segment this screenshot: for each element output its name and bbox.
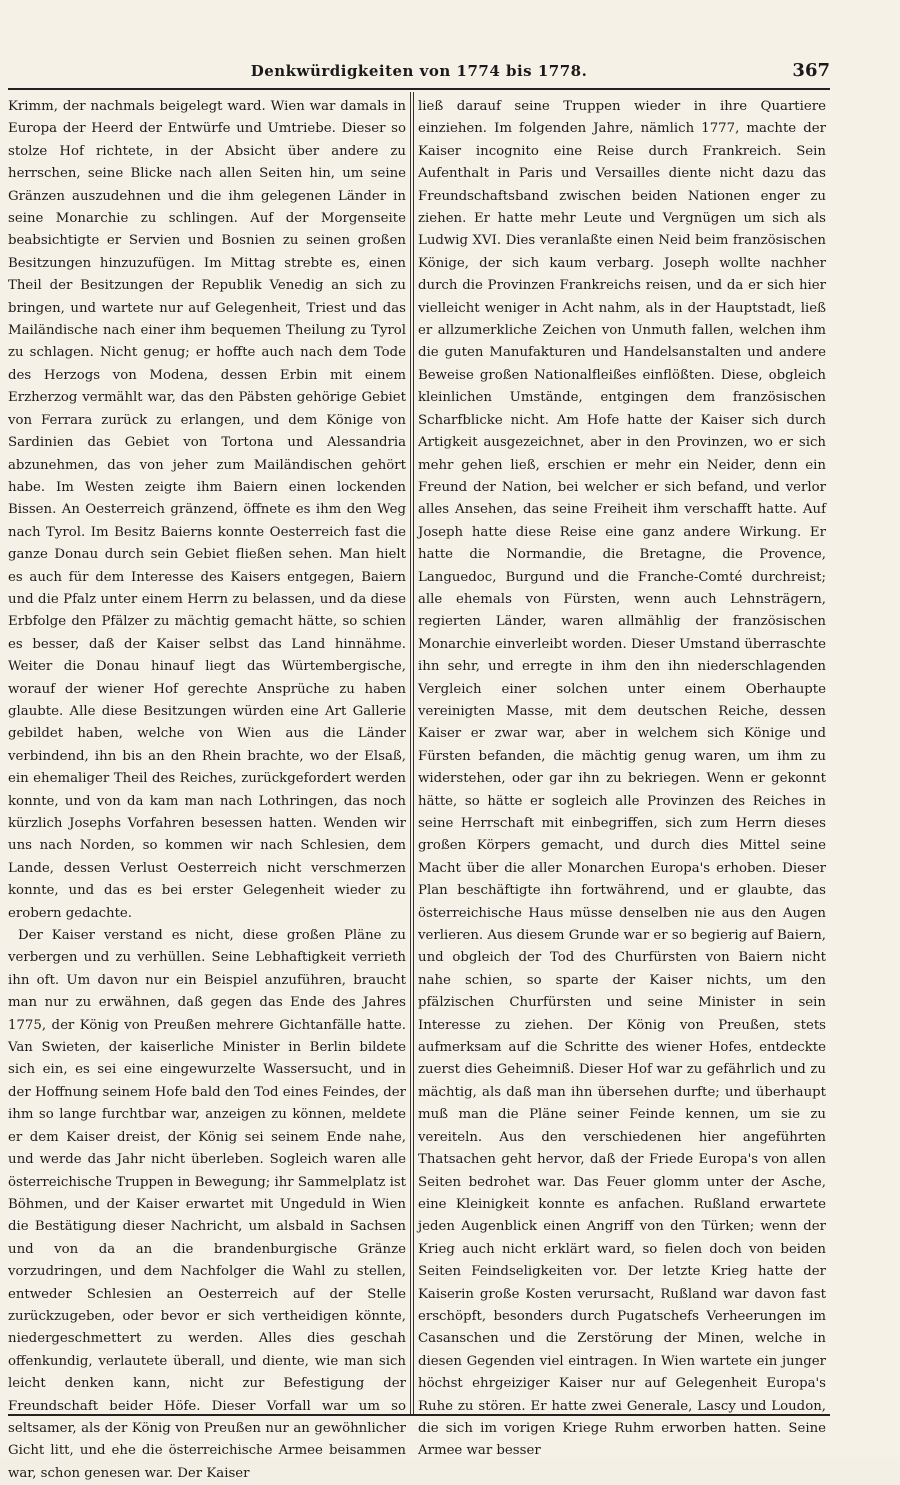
paragraph: Krimm, der nachmals beigelegt ward. Wien war damals in Europa der Heerd der Entwürfe und Umtriebe. Dieser so stolze Hof richtete, in der Absicht über andere zu herrschen, seine Blicke nach allen Seiten hin, um seine Gränzen auszudehnen und die ihm gelegenen Länder in seine Monarchie zu schlingen. Auf der Morgenseite beabsichtigte er Servien und Bosnien zu seinen großen Besitzungen hinzuzufügen. Im Mittag strebte es, einen Theil der Besitzungen der Republik Venedig an sich zu bringen, und wartete nur auf Gelegenheit, Triest und das Mailändische nach einer ihm bequemen Theilung zu Tyrol zu schlagen. Nicht genug; er hoffte auch nach dem Tode des Herzogs von Modena, dessen Erbin mit einem Erzherzog vermählt war, das den Päbsten gehörige Gebiet von Ferrara zurück zu erlangen, und dem Könige von Sardinien das Gebiet von Tortona und Alessandria abzunehmen, das von jeher zum Mailändischen gehört habe. Im Westen zeigte ihm Baiern einen lockenden Bissen. An Oesterreich gränzend, öffnete es ihm den Weg nach Tyrol. Im Besitz Baierns konnte Oesterreich fast die ganze Donau durch sein Gebiet fließen sehen. Man hielt es auch für dem Interesse des Kaisers entgegen, Baiern und die Pfalz unter einem Herrn zu belassen, und da diese Erbfolge den Pfälzer zu mächtig gemacht hätte, so schien es besser, daß der Kaiser selbst das Land hinnähme. Weiter die Donau hinauf liegt das Würtembergische, worauf der wiener Hof gerechte Ansprüche zu haben glaubte. Alle diese Besitzungen würden eine Art Gallerie gebildet haben, welche von Wien aus die Länder verbindend, ihn bis an den Rhein brachte, wo der Elsaß, ein ehemaliger Theil des Reiches, zurückgefordert werden konnte, und von da kam man nach Lothringen, das noch kürzlich Josephs Vorfahren besessen hatten. Wenden wir uns nach Norden, so kommen wir nach Schlesien, dem Lande, dessen Verlust Oesterreich nicht verschmerzen konnte, und das es bei erster Gelegenheit wieder zu erobern gedachte. bbox=[8, 99, 406, 921]
paragraph: Der Kaiser verstand es nicht, diese großen Pläne zu verbergen und zu verhüllen. Seine Lebhaftigkeit verrieth ihn oft. Um davon nur ein Beispiel anzuführen, braucht man nur zu erwähnen, daß gegen das Ende des Jahres 1775, der König von Preußen mehrere Gichtanfälle hatte. Van Swieten, der kaiserliche Minister in Berlin bildete sich ein, es sei eine eingewurzelte Wassersucht, und in der Hoffnung seinem Hofe bald den Tod eines Feindes, der ihm so lange furchtbar war, anzeigen zu können, meldete er dem Kaiser dreist, der König sei seinem Ende nahe, und werde das Jahr nicht überleben. Sogleich waren alle österreichische Truppen in Bewegung; ihr Sammelplatz ist Böhmen, und der Kaiser erwartet mit Ungeduld in Wien die Bestätigung dieser Nachricht, um alsbald in Sachsen und von da an die brandenburgische Gränze vorzudringen, und dem Nachfolger die Wahl zu stellen, entweder Schlesien an Oesterreich auf der Stelle zurückzugeben, oder bevor er sich vertheidigen könnte, niedergeschmettert zu werden. Alles dies geschah offenkundig, verlautete überall, und diente, wie man sich leicht denken kann, nicht zur Befestigung der Freundschaft beider Höfe. Dieser Vorfall war um so seltsamer, als der König von Preußen nur an gewöhnlicher Gicht litt, und ehe die österreichische Armee beisammen war, schon genesen war. Der Kaiser bbox=[8, 928, 406, 1481]
column-divider bbox=[410, 92, 411, 1414]
column-divider bbox=[413, 92, 414, 1414]
running-title: Denkwürdigkeiten von 1774 bis 1778. bbox=[250, 62, 588, 80]
running-header bbox=[8, 58, 830, 86]
left-column bbox=[8, 96, 406, 1481]
header-rule bbox=[8, 88, 830, 90]
right-column bbox=[418, 96, 826, 1459]
paragraph: ließ darauf seine Truppen wieder in ihre Quartiere einziehen. Im folgenden Jahre, nämlich 1777, machte der Kaiser incognito eine Reise durch Frankreich. Sein Aufenthalt in Paris und Versailles diente nicht dazu das Freundschaftsband zwischen beiden Nationen enger zu ziehen. Er hatte mehr Leute und Vergnügen um sich als Ludwig XVI. Dies veranlaßte einen Neid beim französischen Könige, der sich kaum verbarg. Joseph wollte nachher durch die Provinzen Frankreichs reisen, und da er sich hier vielleicht weniger in Acht nahm, als in der Hauptstadt, ließ er allzumerkliche Zeichen von Unmuth fallen, welchen ihm die guten Manufakturen und Handelsanstalten und andere Beweise großen Nationalfleißes einflößten. Diese, obgleich kleinlichen Umstände, entgingen dem französischen Scharfblicke nicht. Am Hofe hatte der Kaiser sich durch Artigkeit ausgezeichnet, aber in den Provinzen, wo er sich mehr gehen ließ, erschien er mehr ein Neider, denn ein Freund der Nation, bei welcher er sich befand, und verlor alles Ansehen, das seine Freiheit ihm verschafft hatte. Auf Joseph hatte diese Reise eine ganz andere Wirkung. Er hatte die Normandie, die Bretagne, die Provence, Languedoc, Burgund und die Franche-Comté durchreist; alle ehemals von Fürsten, wenn auch Lehnsträgern, regierten Länder, waren allmählig der französischen Monarchie einverleibt worden. Dieser Umstand überraschte ihn sehr, und erregte in ihm den ihn niederschlagenden Vergleich einer solchen unter einem Oberhaupte vereinigten Masse, mit dem deutschen Reiche, dessen Kaiser er zwar war, aber in welchem sich Könige und Fürsten befanden, die mächtig genug waren, um ihm zu widerstehen, oder gar ihn zu bekriegen. Wenn er gekonnt hätte, so hätte er sogleich alle Provinzen des Reiches in seine Herrschaft mit einbegriffen, sich zum Herrn dieses großen Körpers gemacht, und durch dies Mittel seine Macht über die aller Monarchen Europa's erhoben. Dieser Plan beschäftigte ihn fortwährend, und er glaubte, das österreichische Haus müsse denselben nie aus den Augen verlieren. Aus diesem Grunde war er so begierig auf Baiern, und obgleich der Tod des Churfürsten von Baiern nicht nahe schien, so sparte der Kaiser nichts, um den pfälzischen Churfürsten und seine Minister in sein Interesse zu ziehen. Der König von Preußen, stets aufmerksam auf die Schritte des wiener Hofes, entdeckte zuerst dies Geheimniß. Dieser Hof war zu gefährlich und zu mächtig, als daß man ihn übersehen durfte; und überhaupt muß man die Pläne seiner Feinde kennen, um sie zu vereiteln. Aus den verschiedenen hier angeführten Thatsachen geht hervor, daß der Friede Europa's von allen Seiten bedrohet war. Das Feuer glomm unter der Asche, eine Kleinigkeit konnte es anfachen. Rußland erwartete jeden Augenblick einen Angriff von den Türken; wenn der Krieg auch nicht erklärt ward, so fielen doch von beiden Seiten Feindseligkeiten vor. Der letzte Krieg hatte der Kaiserin große Kosten verursacht, Rußland war davon fast erschöpft, besonders durch Pugatschefs Verheerungen im Casanschen und die Zerstörung der Minen, welche in diesen Gegenden viel eintragen. In Wien wartete ein junger höchst ehrgeiziger Kaiser nur auf Gelegenheit Europa's Ruhe zu stören. Er hatte zwei Generale, Lascy und Loudon, die sich im vorigen Kriege Ruhm erworben hatten. Seine Armee war besser bbox=[418, 99, 826, 1459]
footer-rule bbox=[8, 1414, 830, 1416]
page-number: 367 bbox=[792, 60, 830, 81]
